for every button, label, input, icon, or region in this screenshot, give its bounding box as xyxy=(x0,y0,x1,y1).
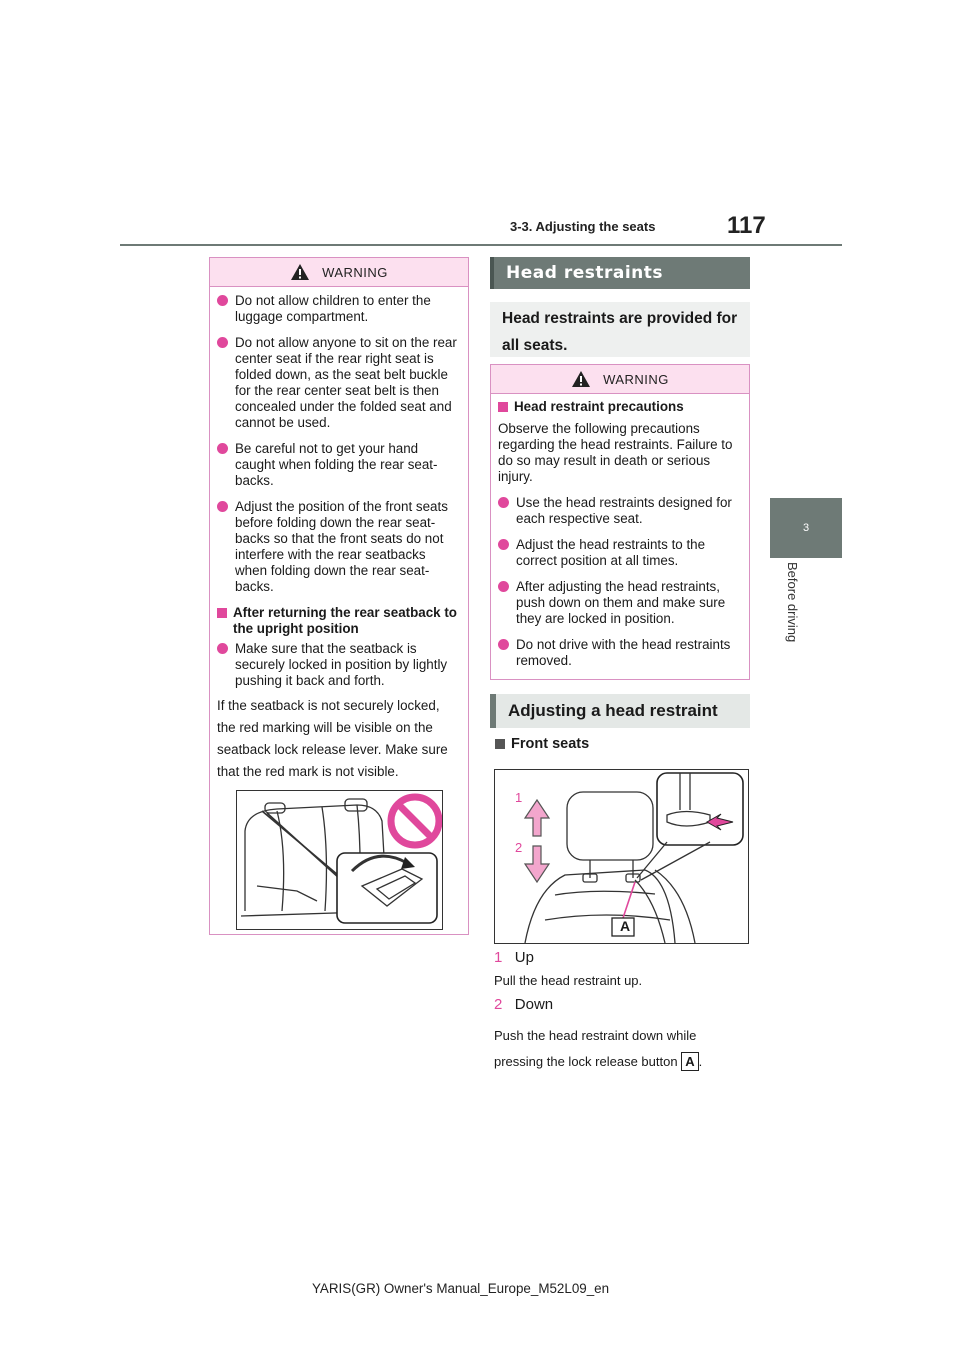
front-seats-heading: Front seats xyxy=(495,736,960,752)
warning-bullet: Do not allow children to enter the luggage compartment. xyxy=(217,293,460,325)
step-up xyxy=(494,949,534,967)
header-rule xyxy=(120,244,842,246)
section-header: 3-3. Adjusting the seats xyxy=(510,219,656,234)
warning-paragraph: Observe the following precautions regarding the head restraints. Failure to do so may result in death or serious injury. xyxy=(498,421,733,484)
section-heading-head-restraints: Head restraints xyxy=(490,257,750,289)
warning-bullet: Do not drive with the head restraints removed. xyxy=(498,637,741,669)
warning-bullet: Be careful not to get your hand caught when folding the rear seat-backs. xyxy=(217,441,460,489)
step-number: 1 xyxy=(494,949,503,966)
warning-paragraph: If the seatback is not securely locked, the red marking will be visible on the seatback lock release lever. Make sure that the red mark is not visible. xyxy=(217,698,448,779)
step-label: Down xyxy=(514,996,554,1013)
warning-bullet: Use the head restraints designed for each respective seat. xyxy=(498,495,741,527)
chapter-tab xyxy=(770,498,842,558)
chapter-tab-number: 3 xyxy=(802,522,810,534)
head-restraints-intro: Head restraints are provided for all seats. xyxy=(490,302,750,357)
warning-subheading: Head restraint precautions xyxy=(498,399,741,415)
warning-bullet: Adjust the position of the front seats before folding down the rear seat-backs so that the front seats do not interfere with the rear seatbacks when folding down the rear seat-backs. xyxy=(217,499,460,595)
warning-subheading: After returning the rear seatback to the upright position xyxy=(217,605,460,637)
chapter-tab-label: Before driving xyxy=(785,562,800,643)
step-down-description: Push the head restraint down while pressing the lock release button A . xyxy=(494,1028,703,1069)
head-restraint-illustration xyxy=(494,769,749,944)
warning-box-left xyxy=(209,257,469,935)
step-down xyxy=(494,996,553,1014)
warning-box-right xyxy=(490,364,750,680)
warning-title: WARNING xyxy=(603,371,669,387)
warning-bullet: Make sure that the seatback is securely locked in position by lightly pushing it back and forth. xyxy=(217,641,460,689)
rear-seat-illustration xyxy=(236,790,443,930)
warning-triangle-icon xyxy=(290,263,310,281)
warning-bullet: Do not allow anyone to sit on the rear center seat if the rear right seat is folded down, as the seat belt buckle for the rear center seat belt is then concealed under the folded seat and cannot be used. xyxy=(217,335,460,431)
warning-title: WARNING xyxy=(322,264,388,280)
warning-header xyxy=(491,365,749,394)
figure-label-lock-button: A xyxy=(619,918,631,934)
section-heading-adjusting: Adjusting a head restraint xyxy=(490,694,750,728)
figure-label-down: 2 xyxy=(515,840,523,855)
warning-bullet: After adjusting the head restraints, push down on them and make sure they are locked in position. xyxy=(498,579,741,627)
warning-bullet: Adjust the head restraints to the correct position at all times. xyxy=(498,537,741,569)
step-label: Up xyxy=(514,949,534,966)
warning-triangle-icon xyxy=(571,370,591,388)
warning-header xyxy=(210,258,468,287)
step-up-description: Pull the head restraint up. xyxy=(494,973,643,988)
figure-label-up: 1 xyxy=(515,790,523,805)
step-number: 2 xyxy=(494,996,503,1013)
page-footer: YARIS(GR) Owner's Manual_Europe_M52L09_en xyxy=(312,1281,610,1296)
page-number: 117 xyxy=(727,212,766,239)
rear-seat-drawing xyxy=(237,791,442,929)
lock-release-button-label: A xyxy=(681,1052,698,1071)
